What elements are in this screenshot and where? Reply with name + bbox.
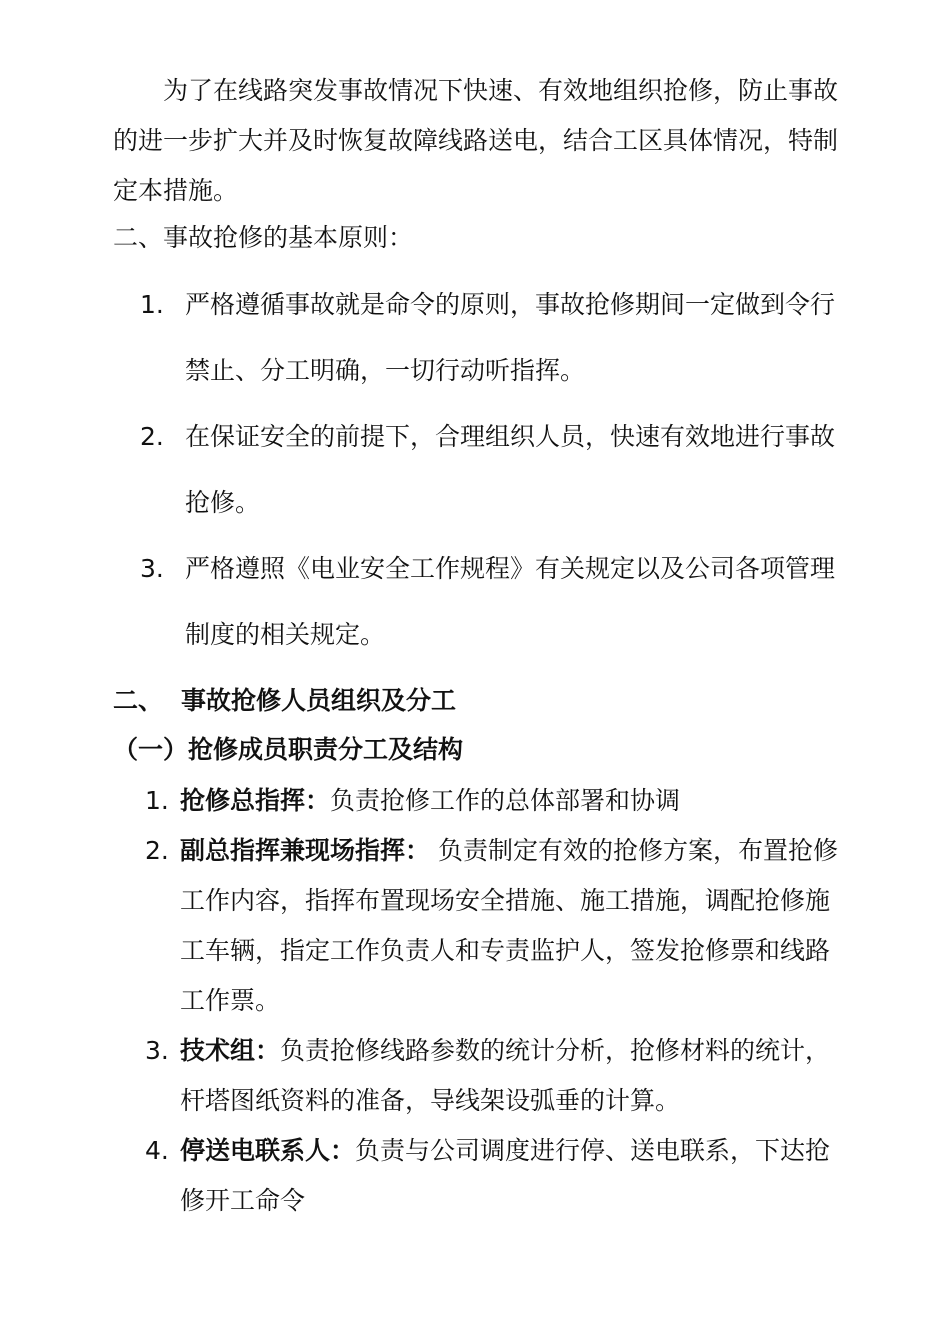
principle-number: 3. (140, 554, 164, 583)
principles-title: 二、事故抢修的基本原则： (113, 223, 414, 252)
org-heading-number: 二、 (113, 686, 164, 715)
principles-list (140, 272, 845, 668)
org-subheading: （一）抢修成员职责分工及结构 (113, 735, 464, 764)
duty-item-1 (145, 776, 842, 826)
principle-text: 在保证安全的前提下，合理组织人员，快速有效地进行事故抢修。 (185, 422, 836, 517)
org-heading-title: 事故抢修人员组织及分工 (181, 686, 457, 715)
duty-item-4 (145, 1126, 842, 1226)
duty-text: 负责抢修线路参数的统计分析，抢修材料的统计，杆塔图纸资料的准备，导线架设弧垂的计算。 (180, 1036, 831, 1115)
duties-list (145, 776, 842, 1226)
principle-item-1 (140, 272, 845, 404)
principle-item-3 (140, 536, 845, 668)
intro-paragraph: 为了在线路突发事故情况下快速、有效地组织抢修，防止事故的进一步扩大并及时恢复故障线路送电，结合工区具体情况，特制定本措施。 (113, 76, 839, 205)
principle-text: 严格遵循事故就是命令的原则，事故抢修期间一定做到令行禁止、分工明确，一切行动听指挥。 (185, 290, 836, 385)
duty-text: 负责抢修工作的总体部署和协调 (330, 786, 681, 815)
duty-number: 4. (145, 1136, 169, 1165)
duty-number: 1. (145, 786, 169, 815)
principle-number: 1. (140, 290, 164, 319)
duty-label: 抢修总指挥： (180, 786, 331, 815)
principle-text: 严格遵照《电业安全工作规程》有关规定以及公司各项管理制度的相关规定。 (185, 554, 836, 649)
duty-text: 负责制定有效的抢修方案，布置抢修工作内容，指挥布置现场安全措施、施工措施，调配抢修施工车辆，指定工作负责人和专责监护人，签发抢修票和线路工作票。 (180, 836, 838, 1015)
principle-item-2 (140, 404, 845, 536)
principle-number: 2. (140, 422, 164, 451)
duty-item-3 (145, 1026, 842, 1126)
duty-number: 2. (145, 836, 169, 865)
duty-item-2 (145, 826, 842, 1026)
org-heading (113, 678, 456, 724)
duty-text: 负责与公司调度进行停、送电联系，下达抢修开工命令 (180, 1136, 831, 1215)
duty-label: 停送电联系人： (180, 1136, 356, 1165)
duty-label: 技术组： (180, 1036, 281, 1065)
duty-label: 副总指挥兼现场指挥： (180, 836, 431, 865)
duty-number: 3. (145, 1036, 169, 1065)
